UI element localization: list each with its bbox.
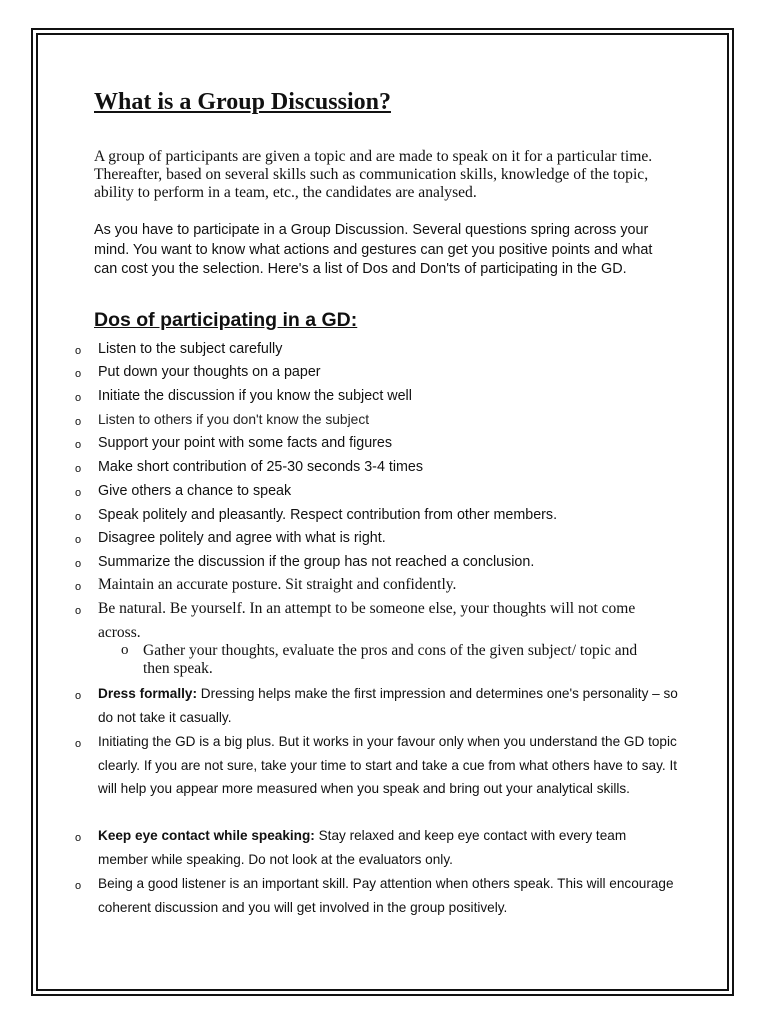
list-item-text: Give others a chance to speak bbox=[98, 483, 292, 499]
dos-heading: Dos of participating in a GD: bbox=[94, 309, 358, 331]
list-item-text: Maintain an accurate posture. Sit straight and confidently. bbox=[98, 576, 457, 593]
bullet-marker: o bbox=[75, 738, 82, 750]
list-item-text: Summarize the discussion if the group has not reached a conclusion. bbox=[98, 554, 535, 570]
bullet-marker: o bbox=[75, 439, 82, 451]
list-item-text: Make short contribution of 25-30 seconds 3-4 times bbox=[98, 459, 424, 475]
eye-contact-text: Stay relaxed and keep eye contact with every team member while speaking. Do not look at the evaluators only. bbox=[98, 828, 627, 867]
dress-bold-label: Dress formally: bbox=[98, 686, 197, 701]
bullet-marker: o bbox=[75, 832, 82, 844]
dress-text: Dressing helps make the first impression and determines one's personality – so do not take it casually. bbox=[98, 686, 678, 725]
list-item-text: Disagree politely and agree with what is right. bbox=[98, 530, 386, 546]
bullet-marker: o bbox=[75, 605, 82, 617]
list-item-text: Listen to the subject carefully bbox=[98, 341, 283, 357]
bullet-marker: o bbox=[75, 463, 82, 475]
list-item-text bbox=[98, 824, 678, 871]
bullet-marker: o bbox=[75, 487, 82, 499]
sub-bullet-marker: o bbox=[121, 642, 129, 658]
list-item-text: Put down your thoughts on a paper bbox=[98, 364, 321, 380]
list-item-text: Listen to others if you don't know the subject bbox=[98, 412, 370, 427]
list-item-text: Support your point with some facts and figures bbox=[98, 435, 393, 451]
intro-paragraph: A group of participants are given a topic and are made to speak on it for a particular time. Thereafter, based on several skills such as communication skills, knowledge of the topic, ability to perform in a team, etc., the candidates are analysed. bbox=[94, 148, 653, 201]
context-paragraph: As you have to participate in a Group Discussion. Several questions spring across your mind. You want to know what actions and gestures can get you positive points and what can cost you the selection. Here's a list of Dos and Don'ts of participating in the GD. bbox=[94, 222, 653, 277]
page-title: What is a Group Discussion? bbox=[94, 89, 391, 115]
bullet-marker: o bbox=[75, 534, 82, 546]
bullet-marker: o bbox=[75, 511, 82, 523]
list-item-text: Being a good listener is an important skill. Pay attention when others speak. This will encourage coherent discussion and you will get involved in the group positively. bbox=[98, 876, 674, 915]
list-item-text: Be natural. Be yourself. In an attempt to be someone else, your thoughts will not come across. bbox=[98, 600, 636, 641]
sub-list-item-text: Gather your thoughts, evaluate the pros and cons of the given subject/ topic and then speak. bbox=[143, 642, 638, 677]
bullet-marker: o bbox=[75, 558, 82, 570]
list-item-text: Initiate the discussion if you know the subject well bbox=[98, 388, 412, 404]
list-item-text bbox=[98, 682, 678, 729]
bullet-marker: o bbox=[75, 368, 82, 380]
bullet-marker: o bbox=[75, 416, 82, 428]
list-item-text: Speak politely and pleasantly. Respect contribution from other members. bbox=[98, 507, 558, 523]
eye-contact-bold-label: Keep eye contact while speaking: bbox=[98, 828, 315, 843]
list-item-text: Initiating the GD is a big plus. But it works in your favour only when you understand the GD topic clearly. If you are not sure, take your time to start and take a cue from what others have to say. It will help you appear more measured when you speak and bring out your analytical skills. bbox=[98, 734, 678, 796]
bullet-marker: o bbox=[75, 345, 82, 357]
bullet-marker: o bbox=[75, 392, 82, 404]
bullet-marker: o bbox=[75, 880, 82, 892]
bullet-marker: o bbox=[75, 690, 82, 702]
bullet-marker: o bbox=[75, 581, 82, 593]
